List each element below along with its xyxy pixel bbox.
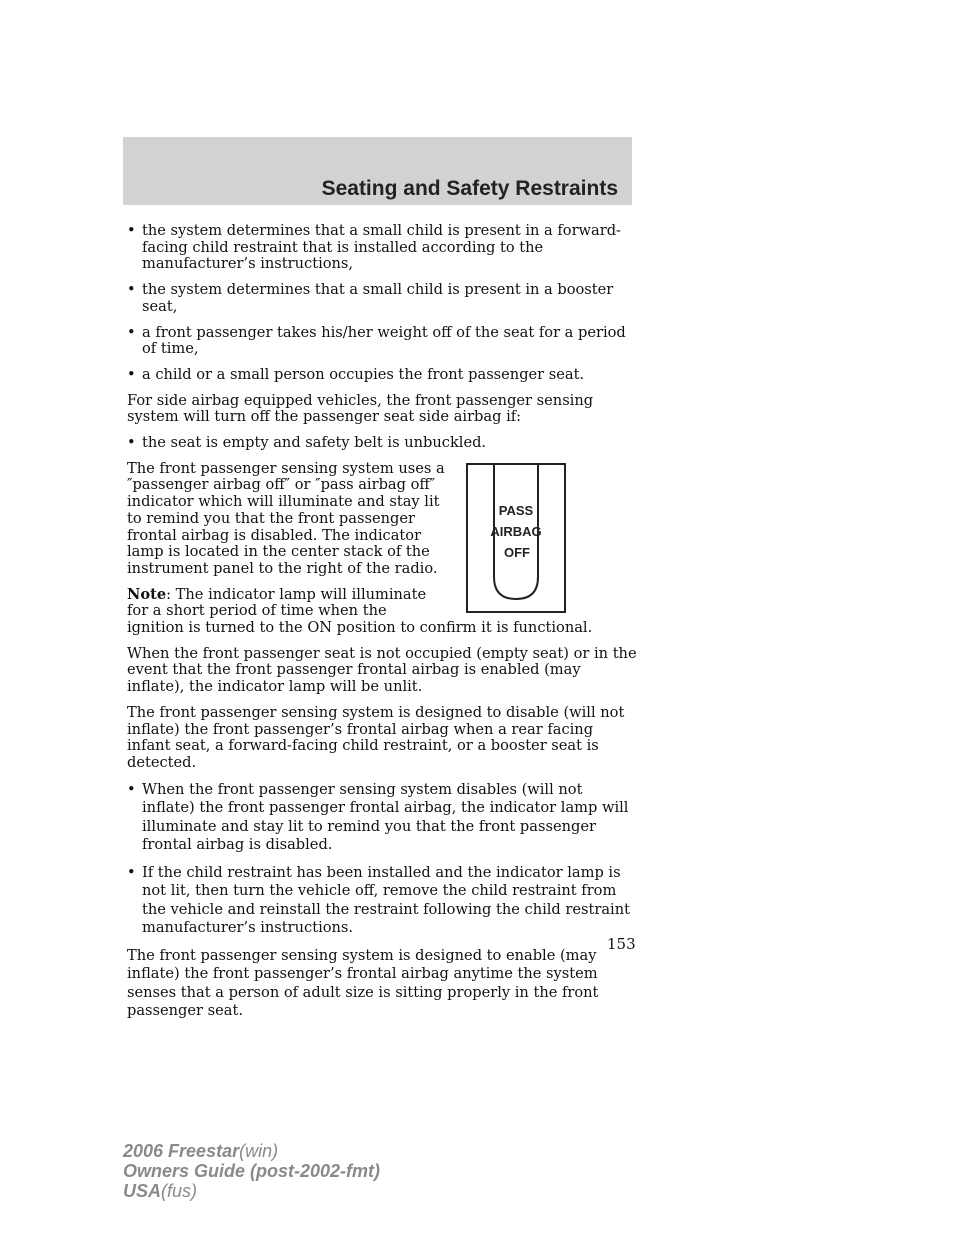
list-item [127,325,639,358]
footer-market-code: (fus) [161,1181,198,1201]
bullet-text: the system determines that a small child is present in a booster seat, [142,281,614,315]
footer-guide: Owners Guide (post-2002-fmt) [123,1161,381,1181]
bullet-icon: • [127,323,136,341]
bullet-text: the seat is empty and safety belt is unbuckled. [142,434,487,452]
document-footer [123,1141,380,1201]
list-item [127,367,639,384]
list-item [127,435,639,452]
page-number: 153 [607,935,636,953]
bullet-text: a child or a small person occupies the front passenger seat. [142,365,585,383]
section-title: Seating and Safety Restraints [321,177,618,200]
side-airbag-intro: For side airbag equipped vehicles, the front passenger sensing system will turn off the passenger seat side airbag if: [127,391,594,426]
bullet-icon: • [127,434,136,452]
enable-paragraph: The front passenger sensing system is designed to enable (may inflate) the front passenger’s frontal airbag anytime the system senses that a person of adult size is sitting properly in the front passenger seat. [127,946,599,1020]
indicator-section [127,461,639,646]
list-item [127,282,639,315]
bullet-text: When the front passenger sensing system disables (will not inflate) the front passenger frontal airbag, the indicator lamp will illuminate and stay lit to remind you that the front passenger frontal airbag is disabled. [142,780,629,854]
bullet-text: the system determines that a small child is present in a forward-facing child restraint that is installed according to the manufacturer’s instructions, [142,222,621,273]
indicator-paragraph: The front passenger sensing system uses a ″passenger airbag off″ or ″pass airbag off″ indicator which will illuminate and stay lit to remind you that the front passenger frontal airbag is disabled. The indicator lamp is located in the center stack of the instrument panel to the right of the radio. [127,459,445,577]
bullet-text: If the child restraint has been installed and the indicator lamp is not lit, then turn the vehicle off, remove the child restraint from the vehicle and reinstall the restraint following the child restraint manufacturer’s instructions. [142,863,630,937]
unoccupied-paragraph: When the front passenger seat is not occupied (empty seat) or in the event that the front passenger frontal airbag is enabled (may inflate), the indicator lamp will be unlit. [127,644,637,696]
page-content [127,223,639,1030]
indicator-label-off: OFF [504,544,530,560]
pass-airbag-off-indicator-figure [466,463,566,613]
note-text: : The indicator lamp will illuminate for a short period of time when the ignition is turned to the ON position to confirm it is functional. [127,585,593,637]
bullet-icon: • [127,863,136,881]
disable-paragraph: The front passenger sensing system is designed to disable (will not inflate) the front passenger’s frontal airbag when a rear facing infant seat, a forward-facing child restraint, or a booster seat is detected. [127,703,625,771]
list-item [127,781,639,855]
list-item [127,223,639,273]
airbag-indicator-icon [468,465,564,611]
section-header-band [123,137,632,205]
indicator-label-pass: PASS [498,502,534,518]
bullet-text: a front passenger takes his/her weight off of the seat for a period of time, [142,323,626,358]
bullet-icon: • [127,281,136,299]
footer-market: USA [123,1181,162,1201]
bullet-icon: • [127,222,136,239]
bullet-icon: • [127,780,136,798]
bullet-icon: • [127,365,136,383]
list-item [127,864,639,938]
footer-model: 2006 Freestar [123,1141,240,1161]
footer-model-code: (win) [239,1141,279,1161]
indicator-label-airbag: AIRBAG [490,523,542,539]
note-label: Note [127,585,167,603]
